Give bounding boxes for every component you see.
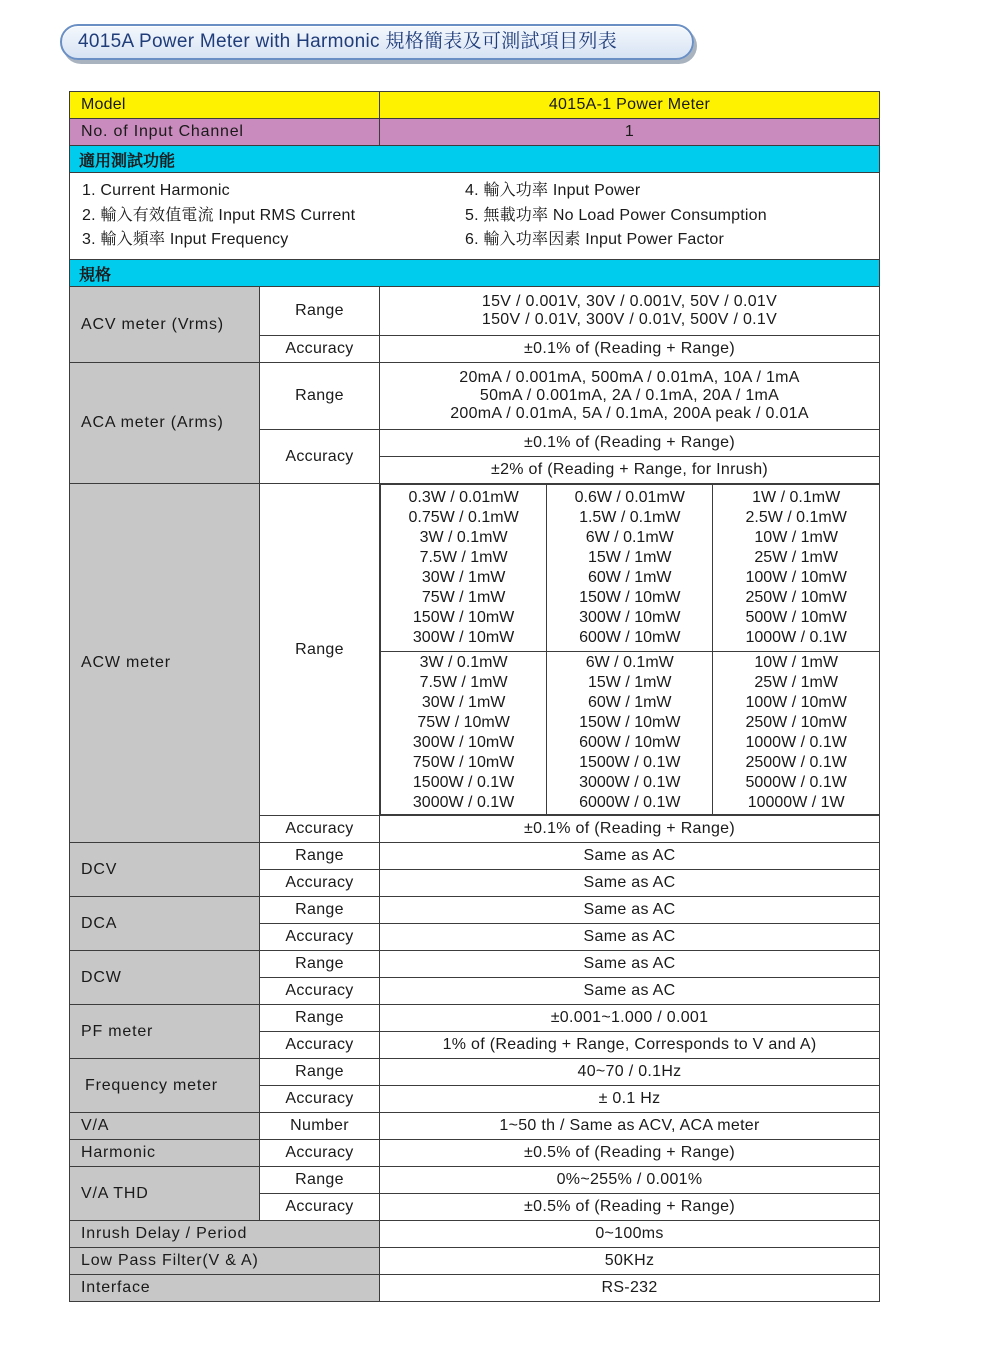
acw-range-item: 2500W / 0.1W <box>745 754 847 771</box>
harmonic-row <box>70 1140 880 1167</box>
acv-range-line: 15V / 0.001V, 30V / 0.001V, 50V / 0.01V <box>481 293 778 310</box>
inrush-value: 0~100ms <box>380 1221 880 1248</box>
function-item: 3. 輸入頻率 Input Frequency <box>82 231 289 248</box>
acw-range-item: 300W / 10mW <box>412 629 515 646</box>
function-item: 4. 輸入功率 Input Power <box>465 182 641 199</box>
interface-label: Interface <box>70 1275 380 1302</box>
model-label: Model <box>70 92 380 119</box>
dcw-range-label: Range <box>260 951 380 978</box>
acw-range-item: 100W / 10mW <box>745 694 847 711</box>
aca-accuracy-value: ±0.1% of (Reading + Range) <box>380 430 880 457</box>
freq-range-row <box>70 1059 880 1086</box>
channel-value: 1 <box>380 119 880 146</box>
aca-range-row <box>70 363 880 430</box>
acw-label: ACW meter <box>70 484 260 843</box>
freq-accuracy-value: ± 0.1 Hz <box>380 1086 880 1113</box>
acw-range-item: 6000W / 0.1W <box>579 794 681 811</box>
lpf-label: Low Pass Filter(V & A) <box>70 1248 380 1275</box>
acw-range-item: 0.75W / 0.1mW <box>408 509 519 526</box>
acv-label: ACV meter (Vrms) <box>70 287 260 363</box>
dcw-accuracy-label: Accuracy <box>260 978 380 1005</box>
acv-range-row <box>70 287 880 336</box>
lpf-row <box>70 1248 880 1275</box>
dca-label: DCA <box>70 897 260 951</box>
acw-range-item: 1W / 0.1mW <box>752 489 841 506</box>
acw-range-item: 25W / 1mW <box>754 549 838 566</box>
va-number-value: 1~50 th / Same as ACV, ACA meter <box>380 1113 880 1140</box>
pf-accuracy-label: Accuracy <box>260 1032 380 1059</box>
harmonic-accuracy-value: ±0.5% of (Reading + Range) <box>380 1140 880 1167</box>
spec-heading-row <box>70 260 880 287</box>
acw-range-item: 1500W / 0.1W <box>579 754 681 771</box>
acw-range-item: 60W / 1mW <box>587 694 672 711</box>
freq-accuracy-label: Accuracy <box>260 1086 380 1113</box>
aca-inrush-accuracy-value: ±2% of (Reading + Range, for Inrush) <box>380 457 880 484</box>
dcv-range-row <box>70 843 880 870</box>
acw-range-item: 0.6W / 0.01mW <box>574 489 685 506</box>
aca-range-label: Range <box>260 363 380 430</box>
freq-label: Frequency meter <box>70 1059 260 1113</box>
inrush-label: Inrush Delay / Period <box>70 1221 380 1248</box>
va-number-label: Number <box>260 1113 380 1140</box>
thd-label: V/A THD <box>70 1167 260 1221</box>
interface-value: RS-232 <box>380 1275 880 1302</box>
inrush-row <box>70 1221 880 1248</box>
aca-range-line: 50mA / 0.001mA, 2A / 0.1mA, 20A / 1mA <box>479 387 780 404</box>
acw-range-item: 1.5W / 0.1mW <box>579 509 681 526</box>
acw-range-item: 2.5W / 0.1mW <box>745 509 847 526</box>
acw-range-row <box>70 484 880 816</box>
acw-range-item: 75W / 10mW <box>417 714 510 731</box>
acw-range-item: 3W / 0.1mW <box>419 529 508 546</box>
dcv-accuracy-value: Same as AC <box>380 870 880 897</box>
acw-range-column <box>713 485 879 652</box>
acw-range-item: 500W / 10mW <box>745 609 847 626</box>
page-title: 4015A Power Meter with Harmonic 規格簡表及可測試項目列表 <box>60 24 694 60</box>
pf-range-value: ±0.001~1.000 / 0.001 <box>380 1005 880 1032</box>
acw-range-item: 15W / 1mW <box>587 674 672 691</box>
dcw-label: DCW <box>70 951 260 1005</box>
acw-range-item: 6W / 0.1mW <box>585 654 674 671</box>
acw-range-item: 250W / 10mW <box>745 589 847 606</box>
dca-accuracy-label: Accuracy <box>260 924 380 951</box>
acw-range-column <box>547 485 713 652</box>
acw-range-item: 6W / 0.1mW <box>585 529 674 546</box>
model-value: 4015A-1 Power Meter <box>380 92 880 119</box>
acw-range-item: 15W / 1mW <box>587 549 672 566</box>
acw-range-item: 150W / 10mW <box>579 589 681 606</box>
functions-heading-row <box>70 146 880 173</box>
acw-range-column <box>381 485 547 652</box>
acw-range-item: 600W / 10mW <box>579 734 681 751</box>
thd-accuracy-value: ±0.5% of (Reading + Range) <box>380 1194 880 1221</box>
acw-range-item: 75W / 1mW <box>421 589 506 606</box>
acw-range-item: 3W / 0.1mW <box>419 654 508 671</box>
dcv-accuracy-label: Accuracy <box>260 870 380 897</box>
acw-range-item: 1000W / 0.1W <box>745 629 847 646</box>
lpf-value: 50KHz <box>380 1248 880 1275</box>
pf-label: PF meter <box>70 1005 260 1059</box>
dcw-accuracy-value: Same as AC <box>380 978 880 1005</box>
functions-row <box>70 173 880 260</box>
harmonic-label: Harmonic <box>70 1140 260 1167</box>
acw-range-grid <box>380 484 880 816</box>
dca-range-label: Range <box>260 897 380 924</box>
thd-range-row <box>70 1167 880 1194</box>
acw-range-item: 1000W / 0.1W <box>745 734 847 751</box>
pf-accuracy-value: 1% of (Reading + Range, Corresponds to V and A) <box>380 1032 880 1059</box>
function-item: 2. 輸入有效值電流 Input RMS Current <box>82 206 356 224</box>
acw-range-item: 100W / 10mW <box>745 569 847 586</box>
acw-range-item: 7.5W / 1mW <box>419 674 508 691</box>
acw-range-item: 7.5W / 1mW <box>419 549 508 566</box>
acw-range-item: 250W / 10mW <box>745 714 847 731</box>
channel-label: No. of Input Channel <box>70 119 380 146</box>
freq-range-label: Range <box>260 1059 380 1086</box>
acw-range-item: 25W / 1mW <box>754 674 838 691</box>
acw-range-item: 1500W / 0.1W <box>412 774 515 791</box>
spec-table <box>69 91 880 1302</box>
pf-range-row <box>70 1005 880 1032</box>
aca-accuracy-label: Accuracy <box>260 430 380 484</box>
acw-range-column <box>381 652 547 815</box>
thd-accuracy-label: Accuracy <box>260 1194 380 1221</box>
acw-range-item: 10W / 1mW <box>754 654 838 671</box>
interface-row <box>70 1275 880 1302</box>
harmonic-accuracy-label: Accuracy <box>260 1140 380 1167</box>
dcv-range-label: Range <box>260 843 380 870</box>
va-row <box>70 1113 880 1140</box>
acw-range-item: 30W / 1mW <box>421 569 506 586</box>
acw-range-item: 10W / 1mW <box>754 529 838 546</box>
freq-range-value: 40~70 / 0.1Hz <box>380 1059 880 1086</box>
dcw-range-value: Same as AC <box>380 951 880 978</box>
acw-range-item: 5000W / 0.1W <box>745 774 847 791</box>
dcv-label: DCV <box>70 843 260 897</box>
acw-range-item: 0.3W / 0.01mW <box>408 489 519 506</box>
function-item: 6. 輸入功率因素 Input Power Factor <box>465 231 725 248</box>
acw-range-column <box>547 652 713 815</box>
acv-range-line: 150V / 0.01V, 300V / 0.01V, 500V / 0.1V <box>481 311 778 328</box>
acv-accuracy-label: Accuracy <box>260 336 380 363</box>
acv-range-value <box>380 287 880 336</box>
acw-range-item: 150W / 10mW <box>579 714 681 731</box>
dca-range-row <box>70 897 880 924</box>
acw-range-item: 600W / 10mW <box>579 629 681 646</box>
aca-label: ACA meter (Arms) <box>70 363 260 484</box>
functions-heading: 適用測試功能 <box>70 146 880 173</box>
model-row <box>70 92 880 119</box>
acw-accuracy-value: ±0.1% of (Reading + Range) <box>380 816 880 843</box>
function-item: 5. 無載功率 No Load Power Consumption <box>465 206 767 224</box>
acw-range-item: 300W / 10mW <box>412 734 515 751</box>
acw-range-item: 150W / 10mW <box>412 609 515 626</box>
acw-range-item: 750W / 10mW <box>412 754 515 771</box>
acw-range-item: 60W / 1mW <box>587 569 672 586</box>
va-label: V/A <box>70 1113 260 1140</box>
acw-range-label: Range <box>260 484 380 816</box>
dca-accuracy-value: Same as AC <box>380 924 880 951</box>
functions-list <box>70 173 880 260</box>
dcw-range-row <box>70 951 880 978</box>
function-item: 1. Current Harmonic <box>82 182 230 199</box>
aca-range-line: 20mA / 0.001mA, 500mA / 0.01mA, 10A / 1mA <box>459 369 800 386</box>
acw-range-item: 3000W / 0.1W <box>412 794 515 811</box>
dcv-range-value: Same as AC <box>380 843 880 870</box>
aca-range-line: 200mA / 0.01mA, 5A / 0.1mA, 200A peak / 0.01A <box>450 405 809 422</box>
acv-accuracy-value: ±0.1% of (Reading + Range) <box>380 336 880 363</box>
acw-range-item: 30W / 1mW <box>421 694 506 711</box>
acw-range-item: 300W / 10mW <box>579 609 681 626</box>
spec-heading: 規格 <box>70 260 880 287</box>
thd-range-value: 0%~255% / 0.001% <box>380 1167 880 1194</box>
dca-range-value: Same as AC <box>380 897 880 924</box>
acw-range-item: 3000W / 0.1W <box>579 774 681 791</box>
acw-range-column <box>713 652 879 815</box>
aca-range-value <box>380 363 880 430</box>
acw-accuracy-label: Accuracy <box>260 816 380 843</box>
pf-range-label: Range <box>260 1005 380 1032</box>
channel-row <box>70 119 880 146</box>
thd-range-label: Range <box>260 1167 380 1194</box>
acv-range-label: Range <box>260 287 380 336</box>
acw-range-item: 10000W / 1W <box>747 794 845 811</box>
